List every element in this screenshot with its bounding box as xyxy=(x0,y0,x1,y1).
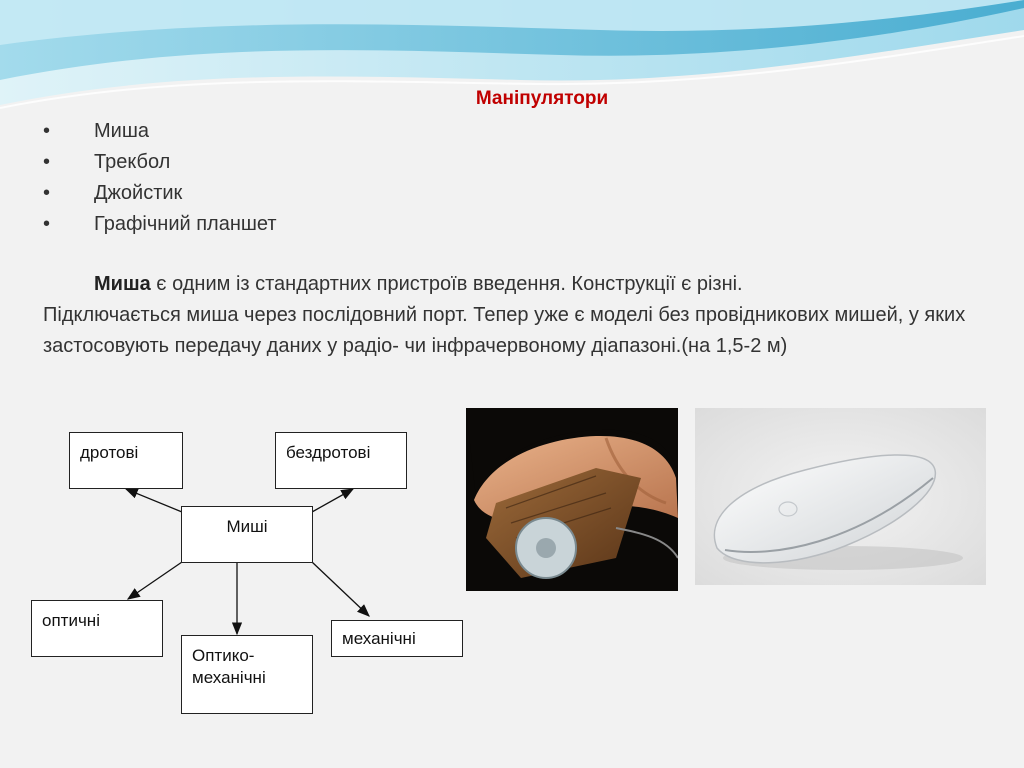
paragraph-rest: Підключається миша через послідовний порт. Тепер уже є моделі без провідникових мишей, у яких застосовують передачу даних у радіо- чи інфрачервоному діапазоні.(на 1,5-2 м) xyxy=(43,304,966,357)
node-wireless: бездротові xyxy=(275,432,407,489)
bold-term: Миша xyxy=(94,273,151,295)
bullet-mark: • xyxy=(43,182,51,204)
list-item-text: Графічний планшет xyxy=(94,213,277,235)
node-optomechanical: Оптико-механічні xyxy=(181,635,313,714)
node-optical: оптичні xyxy=(31,600,163,657)
node-mechanical: механічні xyxy=(331,620,463,657)
list-item-text: Джойстик xyxy=(94,182,183,204)
list-item-text: Трекбол xyxy=(94,151,171,173)
arrow-to-wired xyxy=(126,489,182,512)
apple-magic-mouse-photo xyxy=(695,408,986,585)
list-item-text: Миша xyxy=(94,120,149,142)
bullet-mark: • xyxy=(43,120,51,142)
wooden-mouse-image xyxy=(466,408,678,591)
paragraph-line-1: є одним із стандартних пристроїв введення. Конструкції є різні. xyxy=(150,273,743,295)
arrow-to-mechanical xyxy=(312,562,369,616)
arrow-to-wireless xyxy=(312,489,353,512)
node-center: Миші xyxy=(181,506,313,563)
node-wired: дротові xyxy=(69,432,183,489)
bullet-mark: • xyxy=(43,213,51,235)
bullet-mark: • xyxy=(43,151,51,173)
slide-title: Маніпулятори xyxy=(475,88,609,109)
first-mouse-photo xyxy=(466,408,678,591)
magic-mouse-image xyxy=(695,408,986,585)
arrow-to-optical xyxy=(128,562,182,599)
